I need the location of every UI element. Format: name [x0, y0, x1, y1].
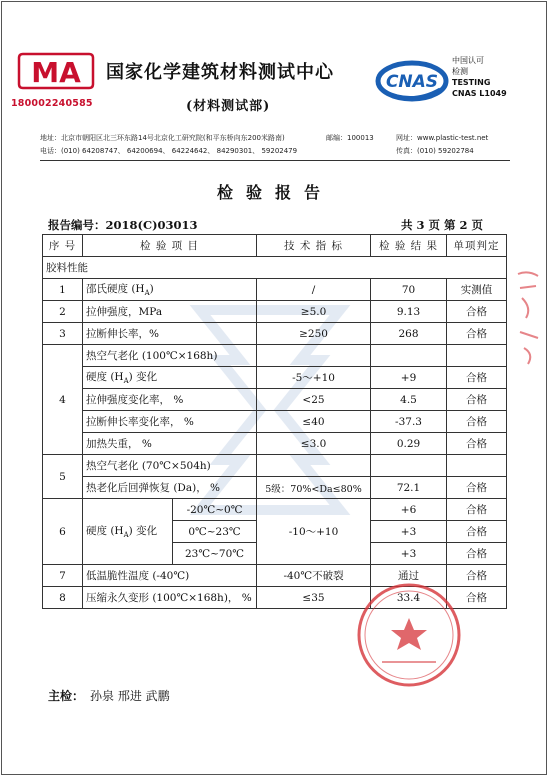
- inspector-signature: 主检： 孙泉 邢进 武鹏: [48, 689, 170, 703]
- organization-department: (材料测试部): [186, 99, 271, 114]
- test-results-table: [42, 234, 507, 609]
- table-header-row: [43, 235, 507, 257]
- phone-numbers: 电话：(010) 64208747、 64200694、 64224642、 84290301、 59202479: [40, 147, 298, 155]
- table-row: 1 邵氏硬度 $(H_A)$ / 70 实测值: [43, 279, 507, 301]
- table-row: 4 热空气老化 (100℃×168h): [43, 345, 507, 367]
- table-row: 2 拉伸强度，MPa ≥5.0 9.13 合格: [43, 301, 507, 323]
- test-item: 邵氏硬度 $(H_A)$: [83, 279, 257, 301]
- test-item: 热老化后回弹恢复 (Da)， %: [83, 477, 257, 499]
- page-count: 共 3 页 第 2 页: [401, 218, 484, 232]
- test-item: 低温脆性温度 (-40℃): [83, 565, 257, 587]
- report-number: 报告编号：2018(C)03013: [48, 218, 198, 232]
- table-row: 7 低温脆性温度 (-40℃) -40℃不破裂 通过 合格: [43, 565, 507, 587]
- table-row: 加热失重， % ≤3.0 0.29 合格: [43, 433, 507, 455]
- table-row: 5 热空气老化 (70℃×504h): [43, 455, 507, 477]
- table-row: 拉断伸长率变化率， % ≤40 -37.3 合格: [43, 411, 507, 433]
- table-row: 8 压缩永久变形 (100℃×168h)， % ≤35 33.4 合格: [43, 587, 507, 609]
- document-title: 检验报告: [216, 183, 333, 202]
- header-spec: 技 术 指 标: [257, 235, 371, 257]
- cnas-accreditation-cn: 中国认可 检测: [452, 56, 484, 76]
- table-row: 23℃~70℃ +3 合格: [43, 543, 507, 565]
- fax: 传真：(010) 59202784: [396, 147, 474, 155]
- cnas-accreditation-en: TESTING CNAS L1049: [452, 78, 507, 98]
- table-row: 热老化后回弹恢复 (Da)， % 5级：70%<Da≤80% 72.1 合格: [43, 477, 507, 499]
- test-item: 拉伸强度，MPa: [83, 301, 257, 323]
- table-row: 拉伸强度变化率， % <25 4.5 合格: [43, 389, 507, 411]
- ma-certificate-number: 180002240585: [11, 98, 93, 109]
- table-row: 硬度 $(H_A)$ 变化 -5～+10 +9 合格: [43, 367, 507, 389]
- temperature-range: 0℃~23℃: [173, 521, 257, 543]
- address: 地址：北京市朝阳区北三环东路14号北京化工研究院(和平东桥向东200米路南): [40, 134, 285, 142]
- organization-name: 国家化学建筑材料测试中心: [106, 62, 334, 83]
- header-result: 检 验 结 果: [371, 235, 447, 257]
- official-seal: [354, 580, 464, 690]
- header-item: 检 验 项 目: [83, 235, 257, 257]
- test-item: 拉断伸长率变化率， %: [83, 411, 257, 433]
- section-title: 胶料性能: [43, 257, 507, 279]
- test-group-title: 热空气老化 (70℃×504h): [83, 455, 257, 477]
- test-item: 加热失重， %: [83, 433, 257, 455]
- svg-text:CNAS: CNAS: [385, 72, 439, 92]
- perforation-seal: [514, 268, 544, 368]
- test-item: 硬度 $(H_A)$ 变化: [83, 367, 257, 389]
- table-row: 0℃~23℃ +3 合格: [43, 521, 507, 543]
- test-group-title: 热空气老化 (100℃×168h): [83, 345, 257, 367]
- test-item: 硬度 $(H_A)$ 变化: [83, 499, 173, 565]
- cnas-logo: [372, 55, 452, 105]
- table-row: 6 硬度 $(H_A)$ 变化 -20℃~0℃ -10～+10 +6 合格: [43, 499, 507, 521]
- test-item: 压缩永久变形 (100℃×168h)， %: [83, 587, 257, 609]
- header-no: 序 号: [43, 235, 83, 257]
- postcode: 邮编：100013: [326, 134, 374, 142]
- website: 网址：www.plastic-test.net: [396, 134, 489, 142]
- header-verdict: 单项判定: [447, 235, 507, 257]
- test-item: 拉断伸长率，%: [83, 323, 257, 345]
- temperature-range: 23℃~70℃: [173, 543, 257, 565]
- header-rule: [40, 160, 510, 161]
- svg-text:MA: MA: [31, 56, 81, 89]
- temperature-range: -20℃~0℃: [173, 499, 257, 521]
- ma-logo: [17, 52, 95, 90]
- test-item: 拉伸强度变化率， %: [83, 389, 257, 411]
- section-row: [43, 257, 507, 279]
- table-row: 3 拉断伸长率，% ≥250 268 合格: [43, 323, 507, 345]
